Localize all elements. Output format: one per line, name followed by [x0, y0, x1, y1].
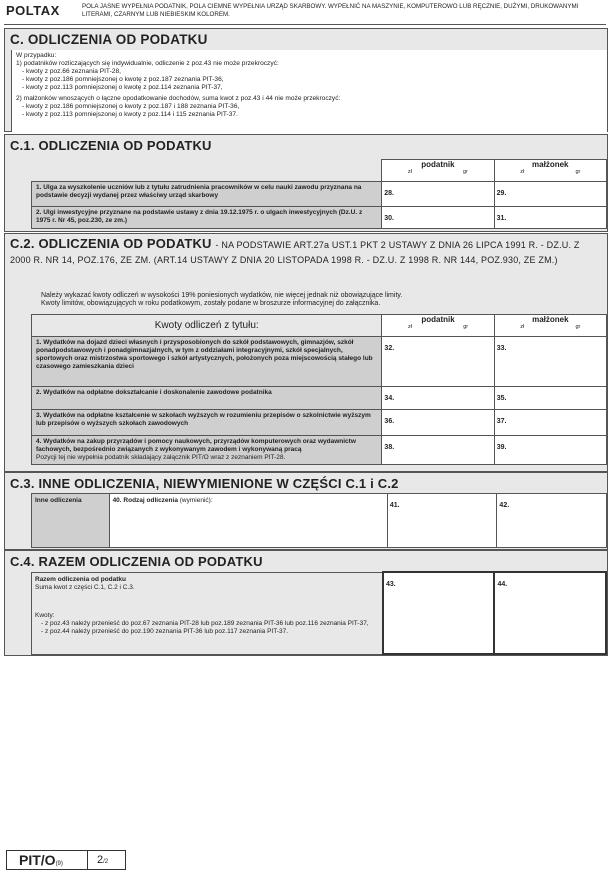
form-instructions: POLA JASNE WYPEŁNIA PODATNIK, POLA CIEMNE WYPEŁNIA URZĄD SKARBOWY. WYPEŁNIĆ NA MASZYNIE, KOMPUTEROWO LUB RĘCZNIE, DUŻYMI, DRUKOWANYMI LITERAMI, CZARNYM LUB NIEBIESKIM KOLOREM. [82, 3, 579, 18]
section-c-p2a: - kwoty z poz.186 pomniejszonej o kwoty z poz.187 i 188 zeznania PIT-36, [22, 103, 240, 110]
c1-field-31[interactable]: 31. [494, 207, 606, 229]
c3-field-42[interactable]: 42. [497, 494, 607, 548]
c2-field-34[interactable]: 34. [382, 387, 494, 410]
c1-field-30[interactable]: 30. [382, 207, 494, 229]
c1-col-podatnik: podatnik zł gr [382, 160, 494, 182]
section-c1-title: C.1. ODLICZENIA OD PODATKU [10, 138, 212, 153]
section-c-p1c: - kwoty z poz.113 pomniejszonej o kwotę z poz.114 zeznania PIT-37, [22, 84, 223, 91]
c2-row2-label: 2. Wydatków na odpłatne dokształcanie i doskonalenie zawodowe podatnika [32, 387, 382, 410]
c4-kwoty: Kwoty: [35, 611, 55, 619]
c2-row4-label [32, 436, 382, 465]
section-c-title: C. ODLICZENIA OD PODATKU [10, 32, 208, 47]
c4-label: Razem odliczenia od podatku [35, 575, 127, 583]
section-c2 [4, 233, 608, 472]
c2-row3-label: 3. Wydatków na odpłatne kształcenie w szkołach wyższych w rozumieniu przepisów o szkolnictwie wyższym lub przepisów o wyższych szkołach zawodowych [32, 410, 382, 436]
section-c2-title [5, 234, 607, 270]
section-c-body [11, 50, 607, 132]
c2-row1-label: 1. Wydatków na dojazd dzieci własnych i przysposobionych do szkół podstawowych, gimnazjów, szkół ponadpodstawowych i ponadgimnazjalnych, w tym z oddziałami integracyjnymi, szkół specjalnych, sportowych oraz mistrzostwa sportowego i szkół artystycznych, położonych poza miejscowością stałego lub czasowego zamieszkania dzieci [32, 337, 382, 387]
c3-label: Inne odliczenia [32, 494, 110, 548]
section-c1 [4, 134, 608, 232]
c2-field-33[interactable]: 33. [494, 337, 606, 387]
c4-k1: - z poz.43 należy przenieść do poz.67 zeznania PIT-28 lub poz.189 zeznania PIT-36 lub poz.116 zeznania PIT-37, [41, 619, 369, 627]
c2-field-35[interactable]: 35. [494, 387, 606, 410]
c2-row4-note: Pozycji tej nie wypełnia podatnik składający załącznik PIT/O wraz z zeznaniem PIT-28. [36, 454, 286, 461]
section-c3 [4, 472, 608, 550]
c2-kwoty-head: Kwoty odliczeń z tytułu: [32, 315, 382, 337]
brand-logo: POLTAX [6, 3, 60, 18]
c2-row4-text: 4. Wydatków na zakup przyrządów i pomocy naukowych, przyrządów komputerowych oraz wydawnictw fachowych, bezpośrednio związanych z wykonywanym zawodem i wykonywaną pracą [36, 438, 356, 453]
section-c-intro: W przypadku: [16, 52, 57, 59]
section-c-p1b: - kwoty z poz.186 pomniejszonej o kwotę z poz.187 zeznania PIT-36, [22, 76, 224, 83]
c4-k2: - z poz.44 należy przenieść do poz.190 zeznania PIT-36 lub poz.117 zeznania PIT-37. [41, 627, 289, 635]
section-c2-note2: Kwoty limitów, obowiązujących w roku podatkowym, zostały podane w broszurze informacyjnej do załącznika. [41, 300, 381, 307]
c1-col-malzonek: małżonek zł gr [494, 160, 606, 182]
section-c-p2: 2) małżonków wnoszących o łączne opodatkowanie dochodów, suma kwot z poz.43 i 44 nie może przekroczyć: [16, 95, 341, 102]
c3-field-41[interactable]: 41. [387, 494, 497, 548]
c2-field-37[interactable]: 37. [494, 410, 606, 436]
c4-field-44[interactable]: 44. [494, 572, 606, 654]
c2-field-39[interactable]: 39. [494, 436, 606, 465]
c1-row1-label: 1. Ulga za wyszkolenie uczniów lub z tytułu zatrudnienia pracowników w celu nauki zawodu przyznana na podstawie decyzji wydanej przez właściwy urząd skarbowy [32, 182, 382, 207]
c4-field-43[interactable]: 43. [383, 572, 495, 654]
c2-field-36[interactable]: 36. [382, 410, 494, 436]
c2-col-podatnik: podatnik zł gr [382, 315, 494, 337]
section-c4 [4, 550, 608, 656]
c2-field-38[interactable]: 38. [382, 436, 494, 465]
page-number: 2/2 [97, 854, 109, 866]
form-id: PIT/O(9) [19, 852, 63, 868]
c3-field-40[interactable]: 40. Rodzaj odliczenia (wymienić): [109, 494, 387, 548]
form-footer [6, 850, 126, 870]
section-c3-title: C.3. INNE ODLICZENIA, NIEWYMIENIONE W CZĘŚCI C.1 i C.2 [10, 476, 399, 491]
c1-field-29[interactable]: 29. [494, 182, 606, 207]
section-c4-title: C.4. RAZEM ODLICZENIA OD PODATKU [10, 554, 263, 569]
c2-col-malzonek: małżonek zł gr [494, 315, 606, 337]
c4-sum: Suma kwot z części C.1, C.2 i C.3. [35, 583, 135, 591]
section-c-p1: 1) podatników rozliczających się indywidualnie, odliczenie z poz.43 nie może przekroczyć: [16, 60, 279, 67]
c1-field-28[interactable]: 28. [382, 182, 494, 207]
c1-row2-label: 2. Ulgi inwestycyjne przyznane na podstawie ustawy z dnia 19.12.1975 r. o ulgach inwestycyjnych (Dz.U. z 1975 r. Nr 45, poz.230, ze zm.) [32, 207, 382, 229]
section-c-p2b: - kwoty z poz.113 pomniejszonej o kwoty z poz.114 i 115 zeznania PIT-37. [22, 111, 238, 118]
section-c [4, 28, 608, 132]
c4-label-cell [32, 572, 383, 654]
c2-field-32[interactable]: 32. [382, 337, 494, 387]
section-c-p1a: - kwoty z poz.66 zeznania PIT-28, [22, 68, 121, 75]
section-c2-note1: Należy wykazać kwoty odliczeń w wysokości 19% poniesionych wydatków, nie więcej jednak niż obowiązujące limity. [41, 292, 403, 299]
section-c2-title-main: C.2. ODLICZENIA OD PODATKU [10, 236, 212, 251]
header-divider [4, 24, 606, 25]
section-c2-subtitle: - NA PODSTAWIE ART.27a UST.1 PKT 2 USTAWY Z DNIA 26 LIPCA 1991 R. - DZ.U. Z 2000 R. NR 14, POZ.176, ZE ZM. (ART.14 USTAWY Z DNIA 20 LISTOPADA 1998 R. - DZ.U. Z 1998 R. NR 144, POZ.930, ZE ZM.) [10, 240, 580, 265]
